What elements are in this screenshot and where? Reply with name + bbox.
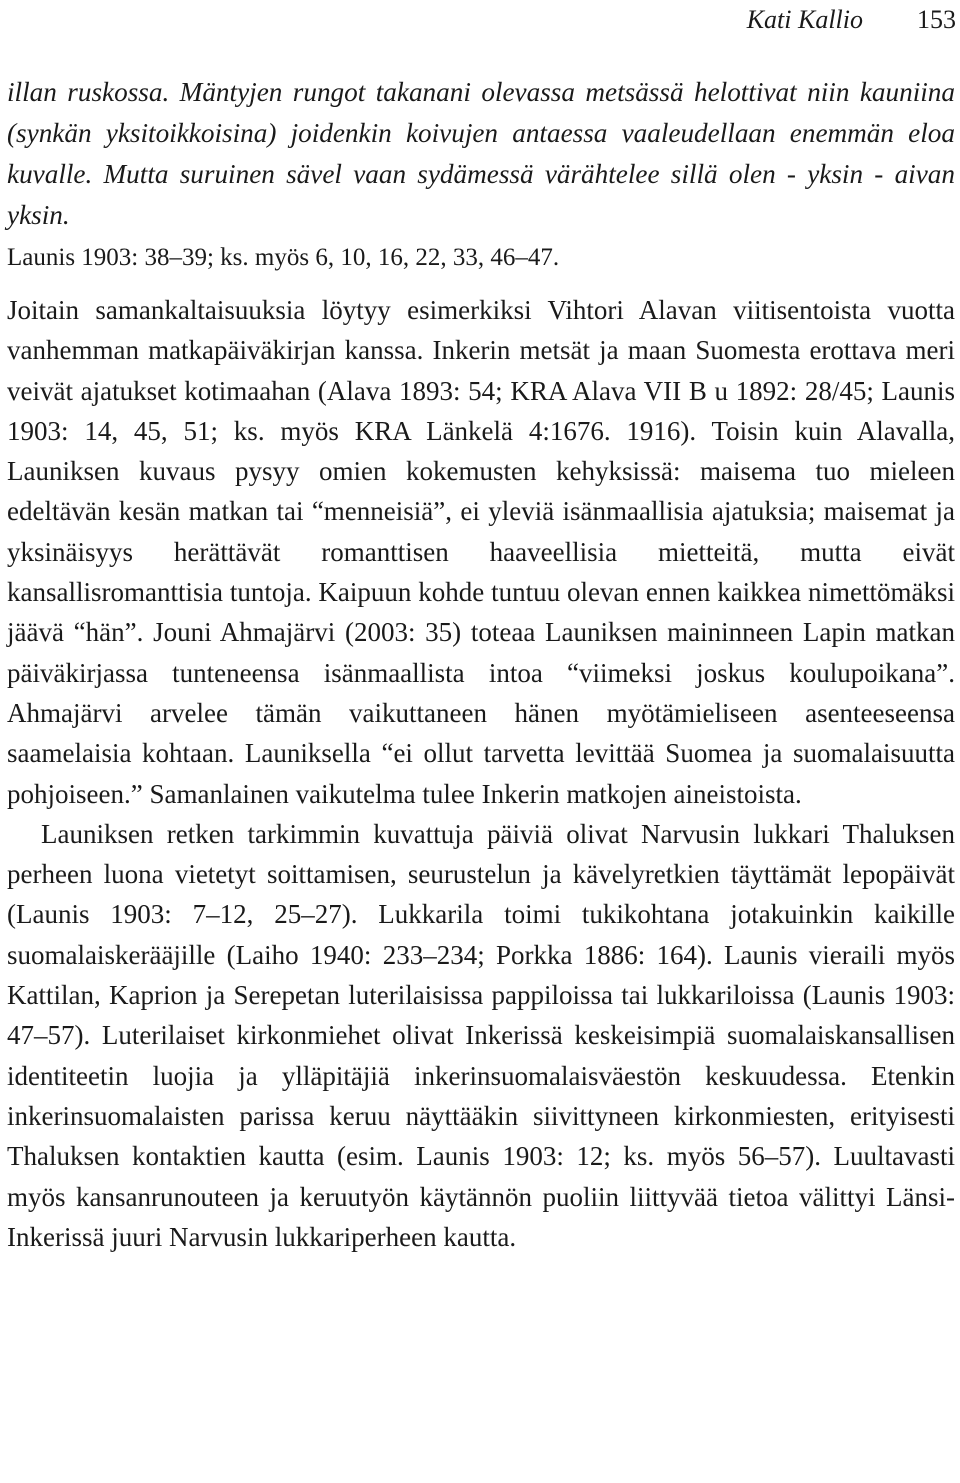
quote-reference: Launis 1903: 38–39; ks. myös 6, 10, 16, 22, 33, 46–47.	[7, 244, 560, 271]
paragraph: Joitain samankaltaisuuksia löytyy esimerkiksi Vihtori Alavan viitisentoista vuotta vanhemman matkapäiväkirjan kanssa. Inkerin metsät ja maan Suomesta erottava meri veivät ajatukset kotimaahan (Alava 1893: 54; KRA Alava VII B u 1892: 28/45; Launis 1903: 14, 45, 51; ks. myös KRA Länkelä 4:1676. 1916). Toisin kuin Alavalla, Launiksen kuvaus pysyy omien kokemusten kehyksissä: maisema tuo mieleen edeltävän kesän matkan tai “menneisiä”, ei yleviä isänmaallisia ajatuksia; maisemat ja yksinäisyys herättävät romanttisen haaveellisia mietteitä, mutta eivät kansallisromanttisia tuntoja. Kaipuun kohde tuntuu olevan ennen kaikkea nimettömäksi jäävä “hän”. Jouni Ahmajärvi (2003: 35) toteaa Launiksen maininneen Lapin matkan päiväkirjassa tunteneensa isänmaallista intoa “viimeksi joskus koulupoikana”. Ahmajärvi arvelee tämän vaikuttaneen hänen myötämieliseen asenteeseensa saamelaisia kohtaan. Launiksella “ei ollut tarvetta levittää Suomea ja suomalaisuutta pohjoiseen.” Samanlainen vaikutelma tulee Inkerin matkojen aineistoista.	[7, 295, 955, 809]
paragraph: Launiksen retken tarkimmin kuvattuja päiviä olivat Narvusin lukkari Thaluksen perheen luona vietetyt soittamisen, seurustelun ja kävelyretkien täyttämät lepopäivät (Launis 1903: 7–12, 25–27). Lukkarila toimi tukikohtana jotakuinkin kaikille suomalaiskerääjille (Laiho 1940: 233–234; Porkka 1886: 164). Launis vieraili myös Kattilan, Kaprion ja Serepetan luterilaisissa pappiloissa tai lukkariloissa (Launis 1903: 47–57). Luterilaiset kirkonmiehet olivat Inkerissä keskeisimpiä suomalaiskansallisen identiteetin luojia ja ylläpitäjiä inkerinsuomalaisväestön keskuudessa. Etenkin inkerinsuomalaisten parissa keruu näyttääkin siivittyneen kirkonmiesten, erityisesti Thaluksen kontaktien kautta (esim. Launis 1903: 12; ks. myös 56–57). Luultavasti myös kansanrunouteen ja keruutyön käytännön puoliin liittyvää tietoa välittyi Länsi-Inkerissä juuri Narvusin lukkariperheen kautta.	[7, 818, 955, 1252]
running-header	[747, 4, 956, 36]
body-text	[7, 72, 955, 1257]
page-number: 153	[917, 5, 956, 34]
running-header-author: Kati Kallio	[746, 5, 863, 34]
diary-quote: illan ruskossa. Mäntyjen rungot takanani olevassa metsässä helottivat niin kauniina (synkän yksitoikkoisina) joidenkin koivujen antaessa vaaleudellaan enemmän eloa kuvalle. Mutta suruinen sävel vaan sydämessä värähtelee sillä olen - yksin - aivan yksin.	[7, 77, 955, 230]
